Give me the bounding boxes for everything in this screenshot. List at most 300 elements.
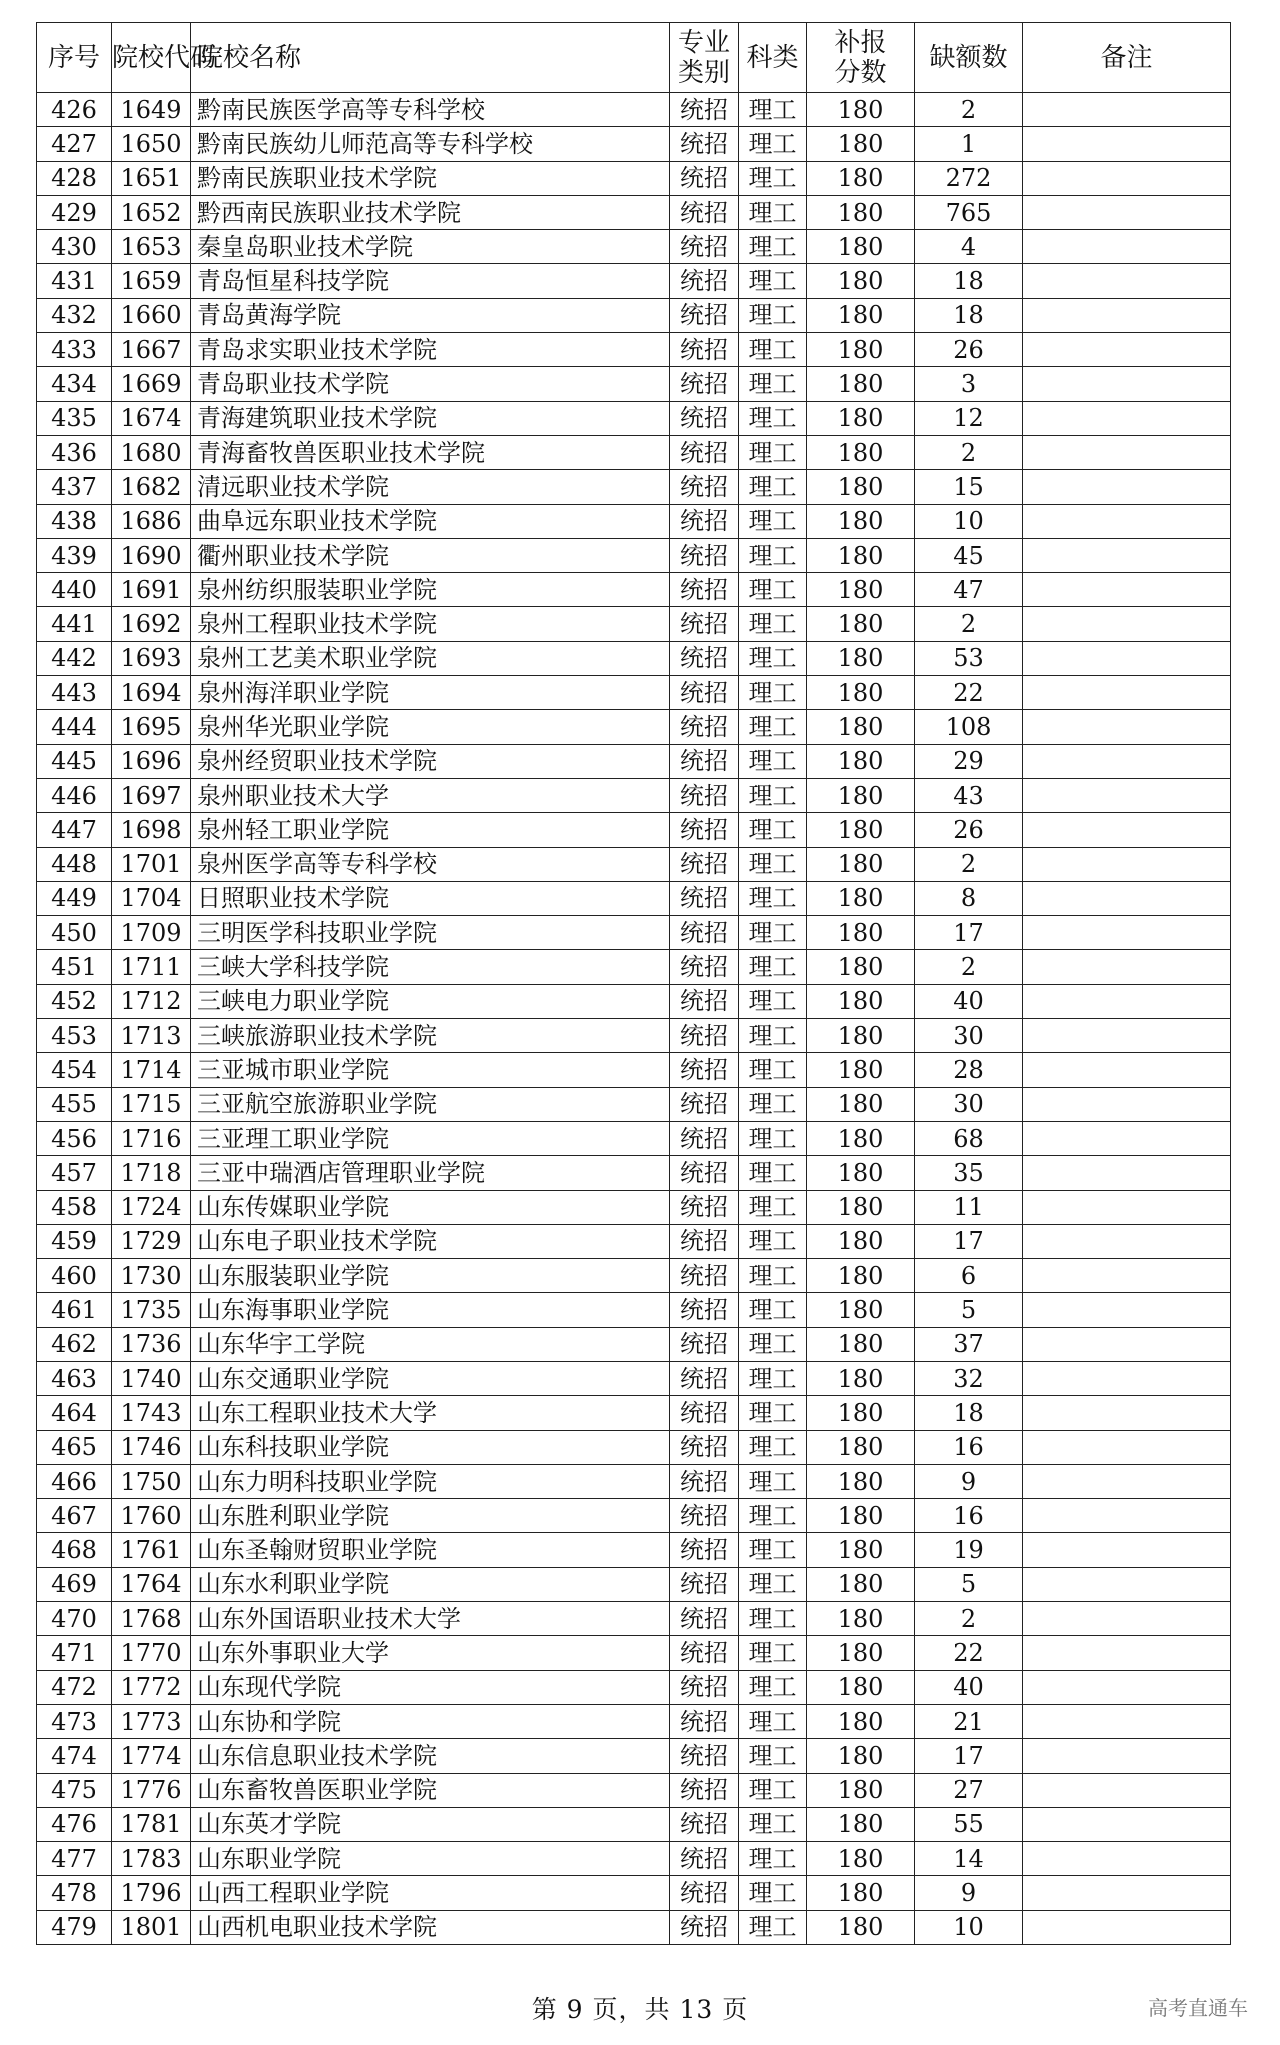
cell-major-type: 统招 — [670, 264, 739, 298]
cell-major-type: 统招 — [670, 230, 739, 264]
cell-major-type: 统招 — [670, 778, 739, 812]
cell-code: 1659 — [112, 264, 191, 298]
cell-score: 180 — [807, 1567, 915, 1601]
table-row — [37, 1842, 1231, 1876]
cell-seq: 461 — [37, 1293, 112, 1327]
page-footer: 第 9 页，共 13 页 — [531, 1995, 749, 2024]
cell-subject: 理工 — [739, 1773, 807, 1807]
cell-name: 山东现代学院 — [191, 1670, 670, 1704]
cell-seq: 456 — [37, 1121, 112, 1155]
cell-code: 1653 — [112, 230, 191, 264]
cell-note — [1023, 641, 1231, 675]
table-row — [37, 1499, 1231, 1533]
cell-code: 1740 — [112, 1361, 191, 1395]
cell-seq: 444 — [37, 710, 112, 744]
cell-name: 山东英才学院 — [191, 1807, 670, 1841]
cell-score: 180 — [807, 1259, 915, 1293]
table-row — [37, 1430, 1231, 1464]
cell-score: 180 — [807, 333, 915, 367]
cell-name: 山东交通职业学院 — [191, 1361, 670, 1395]
cell-code: 1660 — [112, 298, 191, 332]
cell-major-type: 统招 — [670, 916, 739, 950]
cell-subject: 理工 — [739, 1019, 807, 1053]
cell-seq: 471 — [37, 1636, 112, 1670]
cell-subject: 理工 — [739, 230, 807, 264]
table-row — [37, 1910, 1231, 1944]
cell-subject: 理工 — [739, 1499, 807, 1533]
table-row — [37, 607, 1231, 641]
cell-score: 180 — [807, 264, 915, 298]
cell-subject: 理工 — [739, 1602, 807, 1636]
cell-major-type: 统招 — [670, 1704, 739, 1738]
cell-major-type: 统招 — [670, 470, 739, 504]
cell-code: 1711 — [112, 950, 191, 984]
vacancy-table — [36, 22, 1231, 1945]
cell-subject: 理工 — [739, 984, 807, 1018]
header-name: 院校名称 — [191, 23, 670, 93]
cell-subject: 理工 — [739, 881, 807, 915]
cell-vacancy: 2 — [915, 93, 1023, 127]
cell-note — [1023, 881, 1231, 915]
cell-vacancy: 2 — [915, 607, 1023, 641]
cell-seq: 451 — [37, 950, 112, 984]
cell-score: 180 — [807, 573, 915, 607]
cell-seq: 440 — [37, 573, 112, 607]
cell-major-type: 统招 — [670, 1087, 739, 1121]
cell-name: 三明医学科技职业学院 — [191, 916, 670, 950]
cell-subject: 理工 — [739, 744, 807, 778]
cell-name: 泉州职业技术大学 — [191, 778, 670, 812]
cell-note — [1023, 470, 1231, 504]
cell-code: 1667 — [112, 333, 191, 367]
table-row — [37, 847, 1231, 881]
cell-code: 1773 — [112, 1704, 191, 1738]
cell-note — [1023, 710, 1231, 744]
cell-subject: 理工 — [739, 1224, 807, 1258]
table-row — [37, 1156, 1231, 1190]
cell-name: 山东外事职业大学 — [191, 1636, 670, 1670]
cell-seq: 474 — [37, 1739, 112, 1773]
cell-code: 1649 — [112, 93, 191, 127]
cell-note — [1023, 950, 1231, 984]
cell-subject: 理工 — [739, 1396, 807, 1430]
table-row — [37, 950, 1231, 984]
cell-code: 1701 — [112, 847, 191, 881]
cell-name: 山东职业学院 — [191, 1842, 670, 1876]
cell-vacancy: 18 — [915, 298, 1023, 332]
cell-code: 1650 — [112, 127, 191, 161]
cell-name: 黔南民族医学高等专科学校 — [191, 93, 670, 127]
cell-code: 1772 — [112, 1670, 191, 1704]
cell-name: 青岛求实职业技术学院 — [191, 333, 670, 367]
cell-name: 青岛黄海学院 — [191, 298, 670, 332]
cell-seq: 464 — [37, 1396, 112, 1430]
cell-seq: 465 — [37, 1430, 112, 1464]
cell-vacancy: 16 — [915, 1430, 1023, 1464]
table-row — [37, 1739, 1231, 1773]
cell-subject: 理工 — [739, 333, 807, 367]
cell-score: 180 — [807, 1053, 915, 1087]
cell-major-type: 统招 — [670, 367, 739, 401]
cell-major-type: 统招 — [670, 435, 739, 469]
cell-vacancy: 10 — [915, 1910, 1023, 1944]
cell-name: 三峡电力职业学院 — [191, 984, 670, 1018]
cell-name: 山东工程职业技术大学 — [191, 1396, 670, 1430]
cell-seq: 439 — [37, 538, 112, 572]
cell-code: 1690 — [112, 538, 191, 572]
cell-score: 180 — [807, 1499, 915, 1533]
cell-note — [1023, 1019, 1231, 1053]
cell-name: 三亚理工职业学院 — [191, 1121, 670, 1155]
cell-vacancy: 2 — [915, 1602, 1023, 1636]
cell-vacancy: 47 — [915, 573, 1023, 607]
cell-seq: 435 — [37, 401, 112, 435]
cell-note — [1023, 1156, 1231, 1190]
cell-vacancy: 21 — [915, 1704, 1023, 1738]
cell-subject: 理工 — [739, 435, 807, 469]
cell-vacancy: 6 — [915, 1259, 1023, 1293]
cell-vacancy: 26 — [915, 333, 1023, 367]
cell-note — [1023, 1842, 1231, 1876]
cell-major-type: 统招 — [670, 1670, 739, 1704]
cell-note — [1023, 1293, 1231, 1327]
cell-major-type: 统招 — [670, 333, 739, 367]
cell-subject: 理工 — [739, 504, 807, 538]
cell-vacancy: 19 — [915, 1533, 1023, 1567]
cell-seq: 433 — [37, 333, 112, 367]
cell-vacancy: 55 — [915, 1807, 1023, 1841]
header-score-line2: 分数 — [834, 57, 887, 88]
cell-name: 三峡大学科技学院 — [191, 950, 670, 984]
cell-subject: 理工 — [739, 1533, 807, 1567]
cell-subject: 理工 — [739, 1259, 807, 1293]
cell-vacancy: 28 — [915, 1053, 1023, 1087]
cell-note — [1023, 676, 1231, 710]
table-row — [37, 264, 1231, 298]
cell-note — [1023, 1739, 1231, 1773]
cell-score: 180 — [807, 1019, 915, 1053]
cell-score: 180 — [807, 1773, 915, 1807]
cell-major-type: 统招 — [670, 1224, 739, 1258]
cell-score: 180 — [807, 195, 915, 229]
cell-subject: 理工 — [739, 1464, 807, 1498]
cell-code: 1783 — [112, 1842, 191, 1876]
header-seq: 序号 — [37, 23, 112, 93]
cell-score: 180 — [807, 367, 915, 401]
table-row — [37, 984, 1231, 1018]
cell-note — [1023, 1087, 1231, 1121]
table-row — [37, 127, 1231, 161]
table-body — [37, 93, 1231, 1945]
cell-note — [1023, 367, 1231, 401]
cell-vacancy: 2 — [915, 435, 1023, 469]
cell-code: 1691 — [112, 573, 191, 607]
cell-name: 泉州华光职业学院 — [191, 710, 670, 744]
cell-name: 黔西南民族职业技术学院 — [191, 195, 670, 229]
cell-note — [1023, 984, 1231, 1018]
cell-subject: 理工 — [739, 607, 807, 641]
table-row — [37, 744, 1231, 778]
cell-subject: 理工 — [739, 1567, 807, 1601]
cell-name: 山东服装职业学院 — [191, 1259, 670, 1293]
cell-seq: 430 — [37, 230, 112, 264]
table-row — [37, 1396, 1231, 1430]
cell-code: 1781 — [112, 1807, 191, 1841]
table-row — [37, 1259, 1231, 1293]
cell-score: 180 — [807, 1087, 915, 1121]
cell-major-type: 统招 — [670, 573, 739, 607]
table-row — [37, 1602, 1231, 1636]
cell-major-type: 统招 — [670, 881, 739, 915]
cell-note — [1023, 504, 1231, 538]
cell-score: 180 — [807, 744, 915, 778]
cell-major-type: 统招 — [670, 607, 739, 641]
cell-major-type: 统招 — [670, 161, 739, 195]
cell-note — [1023, 435, 1231, 469]
cell-code: 1712 — [112, 984, 191, 1018]
cell-code: 1746 — [112, 1430, 191, 1464]
cell-major-type: 统招 — [670, 538, 739, 572]
cell-note — [1023, 607, 1231, 641]
cell-seq: 434 — [37, 367, 112, 401]
cell-vacancy: 40 — [915, 984, 1023, 1018]
cell-note — [1023, 1807, 1231, 1841]
cell-major-type: 统招 — [670, 1361, 739, 1395]
cell-major-type: 统招 — [670, 1430, 739, 1464]
cell-note — [1023, 1499, 1231, 1533]
cell-subject: 理工 — [739, 778, 807, 812]
table-row — [37, 881, 1231, 915]
cell-score: 180 — [807, 778, 915, 812]
cell-score: 180 — [807, 916, 915, 950]
cell-score: 180 — [807, 813, 915, 847]
table-row — [37, 1121, 1231, 1155]
cell-name: 山东信息职业技术学院 — [191, 1739, 670, 1773]
cell-seq: 453 — [37, 1019, 112, 1053]
cell-note — [1023, 538, 1231, 572]
cell-vacancy: 16 — [915, 1499, 1023, 1533]
table-row — [37, 367, 1231, 401]
cell-name: 山东圣翰财贸职业学院 — [191, 1533, 670, 1567]
cell-seq: 438 — [37, 504, 112, 538]
cell-note — [1023, 1430, 1231, 1464]
cell-code: 1735 — [112, 1293, 191, 1327]
cell-subject: 理工 — [739, 538, 807, 572]
cell-vacancy: 53 — [915, 641, 1023, 675]
cell-name: 泉州纺织服装职业学院 — [191, 573, 670, 607]
cell-score: 180 — [807, 676, 915, 710]
cell-major-type: 统招 — [670, 401, 739, 435]
cell-seq: 455 — [37, 1087, 112, 1121]
cell-vacancy: 765 — [915, 195, 1023, 229]
cell-name: 曲阜远东职业技术学院 — [191, 504, 670, 538]
cell-name: 三亚航空旅游职业学院 — [191, 1087, 670, 1121]
header-major-type-line1: 专业 — [677, 27, 730, 58]
cell-name: 青海畜牧兽医职业技术学院 — [191, 435, 670, 469]
cell-name: 山东电子职业技术学院 — [191, 1224, 670, 1258]
cell-subject: 理工 — [739, 710, 807, 744]
cell-subject: 理工 — [739, 1087, 807, 1121]
cell-code: 1709 — [112, 916, 191, 950]
cell-major-type: 统招 — [670, 93, 739, 127]
cell-vacancy: 2 — [915, 847, 1023, 881]
cell-name: 泉州医学高等专科学校 — [191, 847, 670, 881]
cell-code: 1750 — [112, 1464, 191, 1498]
cell-name: 青海建筑职业技术学院 — [191, 401, 670, 435]
cell-vacancy: 18 — [915, 264, 1023, 298]
header-score — [807, 23, 915, 93]
cell-vacancy: 29 — [915, 744, 1023, 778]
table-row — [37, 1567, 1231, 1601]
cell-code: 1718 — [112, 1156, 191, 1190]
cell-score: 180 — [807, 1293, 915, 1327]
cell-seq: 454 — [37, 1053, 112, 1087]
cell-subject: 理工 — [739, 676, 807, 710]
table-row — [37, 333, 1231, 367]
cell-note — [1023, 744, 1231, 778]
cell-subject: 理工 — [739, 1842, 807, 1876]
cell-name: 黔南民族幼儿师范高等专科学校 — [191, 127, 670, 161]
cell-name: 泉州轻工职业学院 — [191, 813, 670, 847]
cell-vacancy: 27 — [915, 1773, 1023, 1807]
cell-major-type: 统招 — [670, 1533, 739, 1567]
cell-code: 1652 — [112, 195, 191, 229]
cell-subject: 理工 — [739, 1327, 807, 1361]
cell-note — [1023, 847, 1231, 881]
cell-code: 1686 — [112, 504, 191, 538]
cell-major-type: 统招 — [670, 1807, 739, 1841]
cell-score: 180 — [807, 1327, 915, 1361]
cell-note — [1023, 1361, 1231, 1395]
cell-seq: 468 — [37, 1533, 112, 1567]
cell-name: 山西机电职业技术学院 — [191, 1910, 670, 1944]
cell-major-type: 统招 — [670, 1773, 739, 1807]
cell-code: 1764 — [112, 1567, 191, 1601]
cell-name: 青岛职业技术学院 — [191, 367, 670, 401]
table-row — [37, 1533, 1231, 1567]
cell-seq: 462 — [37, 1327, 112, 1361]
cell-major-type: 统招 — [670, 676, 739, 710]
cell-name: 山东海事职业学院 — [191, 1293, 670, 1327]
cell-vacancy: 12 — [915, 401, 1023, 435]
cell-subject: 理工 — [739, 161, 807, 195]
cell-code: 1761 — [112, 1533, 191, 1567]
cell-name: 日照职业技术学院 — [191, 881, 670, 915]
cell-name: 山东水利职业学院 — [191, 1567, 670, 1601]
cell-subject: 理工 — [739, 1670, 807, 1704]
cell-code: 1704 — [112, 881, 191, 915]
cell-seq: 431 — [37, 264, 112, 298]
cell-subject: 理工 — [739, 950, 807, 984]
cell-code: 1695 — [112, 710, 191, 744]
header-vacancy: 缺额数 — [915, 23, 1023, 93]
cell-major-type: 统招 — [670, 1499, 739, 1533]
cell-vacancy: 37 — [915, 1327, 1023, 1361]
cell-score: 180 — [807, 1602, 915, 1636]
cell-score: 180 — [807, 538, 915, 572]
cell-major-type: 统招 — [670, 1293, 739, 1327]
cell-code: 1743 — [112, 1396, 191, 1430]
cell-code: 1736 — [112, 1327, 191, 1361]
cell-subject: 理工 — [739, 847, 807, 881]
cell-seq: 476 — [37, 1807, 112, 1841]
table-row — [37, 1773, 1231, 1807]
cell-score: 180 — [807, 1533, 915, 1567]
cell-major-type: 统招 — [670, 127, 739, 161]
table-row — [37, 401, 1231, 435]
cell-score: 180 — [807, 881, 915, 915]
cell-name: 三亚城市职业学院 — [191, 1053, 670, 1087]
cell-note — [1023, 1327, 1231, 1361]
table-row — [37, 1224, 1231, 1258]
cell-seq: 477 — [37, 1842, 112, 1876]
cell-code: 1730 — [112, 1259, 191, 1293]
cell-seq: 460 — [37, 1259, 112, 1293]
cell-vacancy: 8 — [915, 881, 1023, 915]
cell-subject: 理工 — [739, 470, 807, 504]
cell-major-type: 统招 — [670, 1567, 739, 1601]
cell-score: 180 — [807, 1156, 915, 1190]
cell-score: 180 — [807, 1807, 915, 1841]
cell-seq: 429 — [37, 195, 112, 229]
cell-name: 泉州工艺美术职业学院 — [191, 641, 670, 675]
cell-seq: 427 — [37, 127, 112, 161]
cell-score: 180 — [807, 230, 915, 264]
cell-vacancy: 43 — [915, 778, 1023, 812]
cell-seq: 447 — [37, 813, 112, 847]
cell-name: 山西工程职业学院 — [191, 1876, 670, 1910]
cell-subject: 理工 — [739, 264, 807, 298]
cell-seq: 479 — [37, 1910, 112, 1944]
cell-score: 180 — [807, 1876, 915, 1910]
table-row — [37, 230, 1231, 264]
cell-score: 180 — [807, 1464, 915, 1498]
cell-subject: 理工 — [739, 573, 807, 607]
cell-vacancy: 11 — [915, 1190, 1023, 1224]
cell-note — [1023, 93, 1231, 127]
cell-note — [1023, 1636, 1231, 1670]
cell-subject: 理工 — [739, 1636, 807, 1670]
cell-code: 1770 — [112, 1636, 191, 1670]
cell-seq: 469 — [37, 1567, 112, 1601]
cell-major-type: 统招 — [670, 641, 739, 675]
cell-vacancy: 17 — [915, 1739, 1023, 1773]
cell-name: 泉州海洋职业学院 — [191, 676, 670, 710]
cell-name: 清远职业技术学院 — [191, 470, 670, 504]
cell-subject: 理工 — [739, 1876, 807, 1910]
cell-note — [1023, 1567, 1231, 1601]
table-row — [37, 1087, 1231, 1121]
cell-seq: 463 — [37, 1361, 112, 1395]
header-score-line1: 补报 — [834, 27, 887, 58]
table-row — [37, 1053, 1231, 1087]
cell-score: 180 — [807, 1121, 915, 1155]
cell-name: 山东华宇工学院 — [191, 1327, 670, 1361]
cell-major-type: 统招 — [670, 1842, 739, 1876]
cell-seq: 459 — [37, 1224, 112, 1258]
cell-vacancy: 5 — [915, 1567, 1023, 1601]
table-row — [37, 1019, 1231, 1053]
cell-note — [1023, 1190, 1231, 1224]
cell-subject: 理工 — [739, 298, 807, 332]
cell-code: 1774 — [112, 1739, 191, 1773]
cell-score: 180 — [807, 1670, 915, 1704]
cell-vacancy: 30 — [915, 1087, 1023, 1121]
cell-vacancy: 14 — [915, 1842, 1023, 1876]
cell-note — [1023, 298, 1231, 332]
cell-score: 180 — [807, 127, 915, 161]
cell-seq: 428 — [37, 161, 112, 195]
